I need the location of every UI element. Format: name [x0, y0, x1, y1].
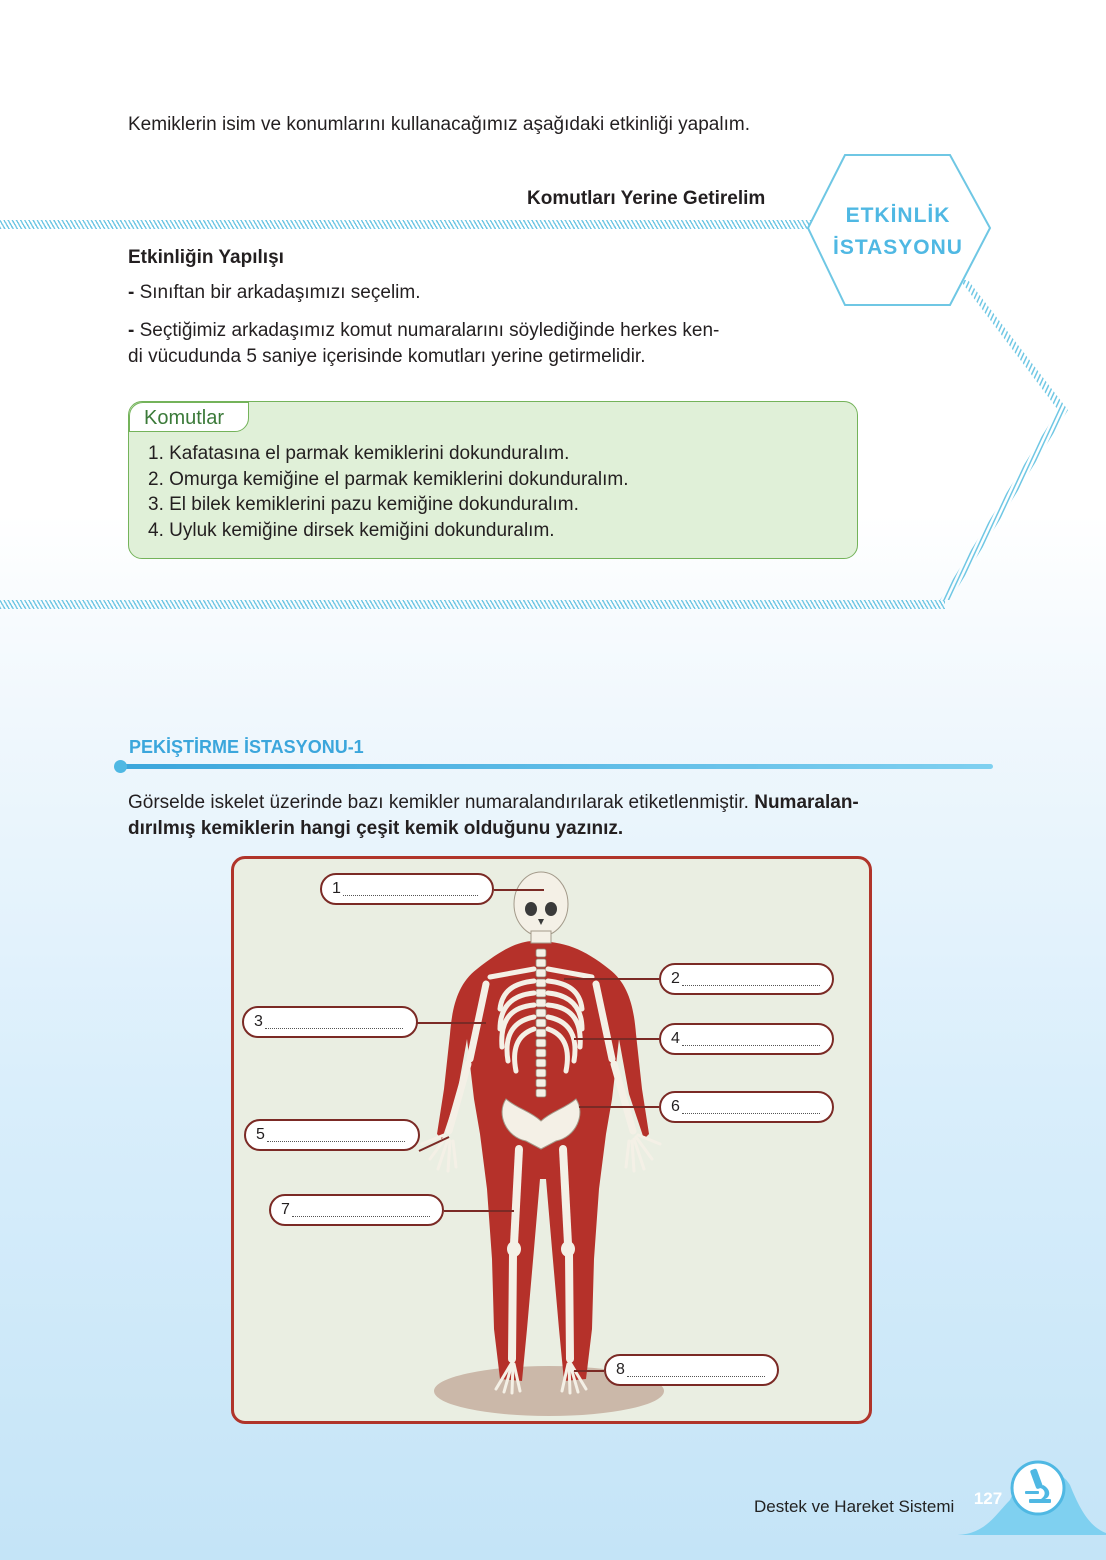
step-1-text: Sınıftan bir arkadaşımızı seçelim.: [134, 282, 421, 303]
kneecaps: [507, 1241, 575, 1257]
question-normal: Görselde iskelet üzerinde bazı kemikler numaralandırılarak etiketlenmiştir.: [128, 792, 755, 813]
label-number-3: 3: [254, 1013, 263, 1030]
step-1: [128, 278, 421, 307]
command-item-2: 2. Omurga kemiğine el parmak kemiklerini dokunduralım.: [148, 468, 629, 490]
page-number: 127: [973, 1489, 1003, 1508]
answer-blank-7[interactable]: [292, 1196, 430, 1217]
intro-text: Kemiklerin isim ve konumlarını kullanacağımız aşağıdaki etkinliği yapalım.: [128, 114, 750, 135]
label-number-5: 5: [256, 1126, 265, 1143]
step-2-cont: di vücudunda 5 saniye içerisinde komutları yerine getirmelidir.: [128, 346, 646, 367]
label-box-2[interactable]: [659, 963, 834, 995]
label-box-6[interactable]: [659, 1091, 834, 1123]
reinforce-title: PEKİŞTİRME İSTASYONU-1: [129, 737, 364, 757]
activity-title: Komutları Yerine Getirelim: [527, 188, 766, 209]
station-line2: İSTASYONU: [833, 236, 963, 259]
top-zigzag-border: [0, 220, 815, 229]
answer-blank-4[interactable]: [682, 1025, 820, 1046]
answer-blank-6[interactable]: [682, 1093, 820, 1114]
commands-list: [148, 441, 628, 543]
label-number-6: 6: [671, 1098, 680, 1115]
step-1-dash: -: [128, 282, 135, 303]
how-title: Etkinliğin Yapılışı: [128, 247, 284, 268]
section-rule: [120, 764, 993, 769]
label-box-7[interactable]: [269, 1194, 444, 1226]
question-line1: [128, 788, 988, 817]
answer-blank-2[interactable]: [682, 965, 820, 986]
label-number-8: 8: [616, 1361, 625, 1378]
command-item-3: 3. El bilek kemiklerini pazu kemiğine dokunduralım.: [148, 494, 579, 515]
question-bold1: Numaralan-: [754, 792, 859, 813]
answer-blank-5[interactable]: [267, 1121, 405, 1142]
step-2-text: Seçtiğimiz arkadaşımız komut numaralarını söylediğinde herkes ken-: [134, 320, 720, 341]
question-line2: dırılmış kemiklerin hangi çeşit kemik olduğunu yazınız.: [128, 818, 624, 839]
commands-title: Komutlar: [129, 402, 249, 432]
label-box-5[interactable]: [244, 1119, 420, 1151]
footer-chapter: Destek ve Hareket Sistemi: [754, 1497, 955, 1516]
label-box-3[interactable]: [242, 1006, 418, 1038]
label-number-7: 7: [281, 1201, 290, 1218]
answer-blank-1[interactable]: [343, 875, 478, 896]
label-box-1[interactable]: [320, 873, 494, 905]
step-2-dash: -: [128, 320, 135, 341]
label-number-4: 4: [671, 1030, 680, 1047]
badge-arrow-hatch: [940, 280, 1068, 600]
answer-blank-3[interactable]: [265, 1008, 403, 1029]
spine: [536, 949, 546, 1097]
step-2: [128, 316, 719, 345]
command-item-1: 1. Kafatasına el parmak kemiklerini dokunduralım.: [148, 443, 570, 464]
command-item-4: 4. Uyluk kemiğine dirsek kemiğini dokunduralım.: [148, 519, 555, 541]
station-line1: ETKİNLİK: [845, 204, 951, 227]
label-number-2: 2: [671, 970, 680, 987]
skull: [514, 872, 568, 943]
label-box-4[interactable]: [659, 1023, 834, 1055]
answer-blank-8[interactable]: [627, 1356, 765, 1377]
label-box-8[interactable]: [604, 1354, 779, 1386]
station-label: [808, 200, 988, 264]
section-rule-dot: [114, 760, 127, 773]
label-number-1: 1: [332, 880, 341, 897]
